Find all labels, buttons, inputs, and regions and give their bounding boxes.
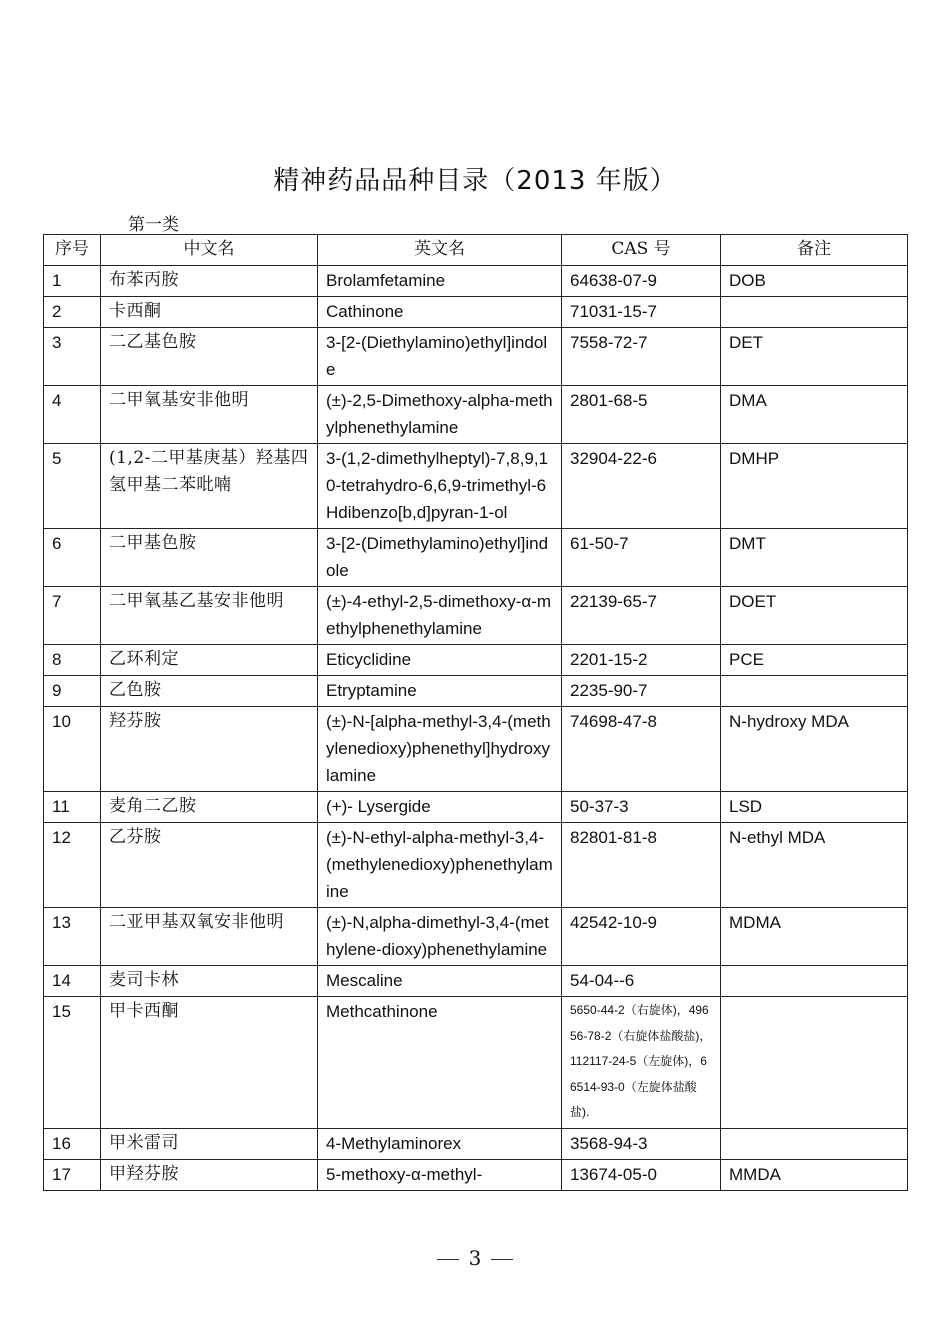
row-chinese-name: 卡西酮 (101, 297, 318, 328)
row-note: LSD (721, 792, 908, 823)
row-no: 1 (44, 266, 101, 297)
row-english-name: (±)-N-[alpha-methyl-3,4-(methylenedioxy)phenethyl]hydroxylamine (318, 707, 562, 792)
table-row (44, 1128, 908, 1159)
row-cas: 32904-22-6 (562, 444, 721, 529)
row-no: 9 (44, 676, 101, 707)
page-number-dash-right (491, 1259, 513, 1260)
row-cas: 7558-72-7 (562, 328, 721, 386)
header-cas: CAS 号 (562, 235, 721, 266)
row-cas: 3568-94-3 (562, 1128, 721, 1159)
row-cas: 64638-07-9 (562, 266, 721, 297)
row-english-name: 3-[2-(Dimethylamino)ethyl]indole (318, 529, 562, 587)
row-cas: 2201-15-2 (562, 645, 721, 676)
table-row (44, 444, 908, 529)
row-chinese-name: 麦角二乙胺 (101, 792, 318, 823)
row-cas: 82801-81-8 (562, 823, 721, 908)
table-row (44, 266, 908, 297)
table-row (44, 966, 908, 997)
row-note: MMDA (721, 1159, 908, 1190)
row-no: 8 (44, 645, 101, 676)
row-english-name: Methcathinone (318, 997, 562, 1129)
table-row (44, 707, 908, 792)
row-no: 6 (44, 529, 101, 587)
row-english-name: (±)-4-ethyl-2,5-dimethoxy-α-methylphenethylamine (318, 587, 562, 645)
row-chinese-name: 羟芬胺 (101, 707, 318, 792)
table-row (44, 328, 908, 386)
row-note (721, 966, 908, 997)
row-english-name: Etryptamine (318, 676, 562, 707)
row-note: DOB (721, 266, 908, 297)
row-english-name: Eticyclidine (318, 645, 562, 676)
page-title: 精神药品品种目录（2013 年版） (273, 166, 677, 196)
row-no: 10 (44, 707, 101, 792)
header-chinese-name: 中文名 (101, 235, 318, 266)
row-english-name: 3-(1,2-dimethylheptyl)-7,8,9,10-tetrahydro-6,6,9-trimethyl-6Hdibenzo[b,d]pyran-1-ol (318, 444, 562, 529)
row-no: 5 (44, 444, 101, 529)
page-number-dash-left (437, 1259, 459, 1260)
row-no: 14 (44, 966, 101, 997)
row-note: DOET (721, 587, 908, 645)
table-row (44, 386, 908, 444)
row-english-name: Cathinone (318, 297, 562, 328)
row-cas: 50-37-3 (562, 792, 721, 823)
row-note: N-hydroxy MDA (721, 707, 908, 792)
row-chinese-name: 乙环利定 (101, 645, 318, 676)
drug-table (43, 234, 908, 1191)
row-note: DET (721, 328, 908, 386)
row-note (721, 997, 908, 1129)
row-chinese-name: 二甲氧基乙基安非他明 (101, 587, 318, 645)
row-no: 7 (44, 587, 101, 645)
row-cas: 22139-65-7 (562, 587, 721, 645)
table-row (44, 529, 908, 587)
row-english-name: Brolamfetamine (318, 266, 562, 297)
row-english-name: 4-Methylaminorex (318, 1128, 562, 1159)
table-row (44, 823, 908, 908)
row-english-name: (±)-N,alpha-dimethyl-3,4-(methylene-dioxy)phenethylamine (318, 908, 562, 966)
row-english-name: (±)-2,5-Dimethoxy-alpha-methylphenethylamine (318, 386, 562, 444)
row-chinese-name: 甲卡西酮 (101, 997, 318, 1129)
row-chinese-name: 麦司卡林 (101, 966, 318, 997)
row-chinese-name: 二乙基色胺 (101, 328, 318, 386)
table-row (44, 908, 908, 966)
row-english-name: 3-[2-(Diethylamino)ethyl]indole (318, 328, 562, 386)
row-no: 16 (44, 1128, 101, 1159)
row-chinese-name: 乙色胺 (101, 676, 318, 707)
row-cas: 5650-44-2（右旋体)，49656-78-2（右旋体盐酸盐)，112117-24-5（左旋体)，66514-93-0（左旋体盐酸盐). (562, 997, 721, 1129)
row-no: 2 (44, 297, 101, 328)
table-row (44, 587, 908, 645)
row-no: 15 (44, 997, 101, 1129)
row-no: 13 (44, 908, 101, 966)
row-no: 3 (44, 328, 101, 386)
row-english-name: (±)-N-ethyl-alpha-methyl-3,4-(methylenedioxy)phenethylamine (318, 823, 562, 908)
table-row (44, 297, 908, 328)
row-cas: 2801-68-5 (562, 386, 721, 444)
row-cas: 54-04--6 (562, 966, 721, 997)
row-note: DMHP (721, 444, 908, 529)
row-chinese-name: 布苯丙胺 (101, 266, 318, 297)
page-number-value: 3 (468, 1246, 482, 1270)
row-note: N-ethyl MDA (721, 823, 908, 908)
row-note: MDMA (721, 908, 908, 966)
table-row (44, 792, 908, 823)
row-cas: 42542-10-9 (562, 908, 721, 966)
row-english-name: Mescaline (318, 966, 562, 997)
table-header-row (44, 235, 908, 266)
category-label: 第一类 (128, 215, 179, 235)
row-cas: 74698-47-8 (562, 707, 721, 792)
row-english-name: 5-methoxy-α-methyl- (318, 1159, 562, 1190)
row-no: 12 (44, 823, 101, 908)
table-row (44, 676, 908, 707)
row-note (721, 1128, 908, 1159)
row-chinese-name: 甲羟芬胺 (101, 1159, 318, 1190)
row-english-name: (+)- Lysergide (318, 792, 562, 823)
row-cas: 2235-90-7 (562, 676, 721, 707)
row-chinese-name: 二甲基色胺 (101, 529, 318, 587)
row-chinese-name: 二甲氧基安非他明 (101, 386, 318, 444)
row-note: PCE (721, 645, 908, 676)
table-row (44, 997, 908, 1129)
row-chinese-name: 乙芬胺 (101, 823, 318, 908)
header-english-name: 英文名 (318, 235, 562, 266)
row-no: 4 (44, 386, 101, 444)
row-chinese-name: 甲米雷司 (101, 1128, 318, 1159)
page-number (0, 1246, 950, 1270)
row-chinese-name: 二亚甲基双氧安非他明 (101, 908, 318, 966)
row-cas: 71031-15-7 (562, 297, 721, 328)
header-no: 序号 (44, 235, 101, 266)
table-row (44, 645, 908, 676)
row-note (721, 297, 908, 328)
row-note (721, 676, 908, 707)
header-note: 备注 (721, 235, 908, 266)
row-no: 11 (44, 792, 101, 823)
row-cas: 13674-05-0 (562, 1159, 721, 1190)
table-row (44, 1159, 908, 1190)
row-note: DMA (721, 386, 908, 444)
row-chinese-name: (1,2-二甲基庚基）羟基四氢甲基二苯吡喃 (101, 444, 318, 529)
row-note: DMT (721, 529, 908, 587)
row-cas: 61-50-7 (562, 529, 721, 587)
row-no: 17 (44, 1159, 101, 1190)
